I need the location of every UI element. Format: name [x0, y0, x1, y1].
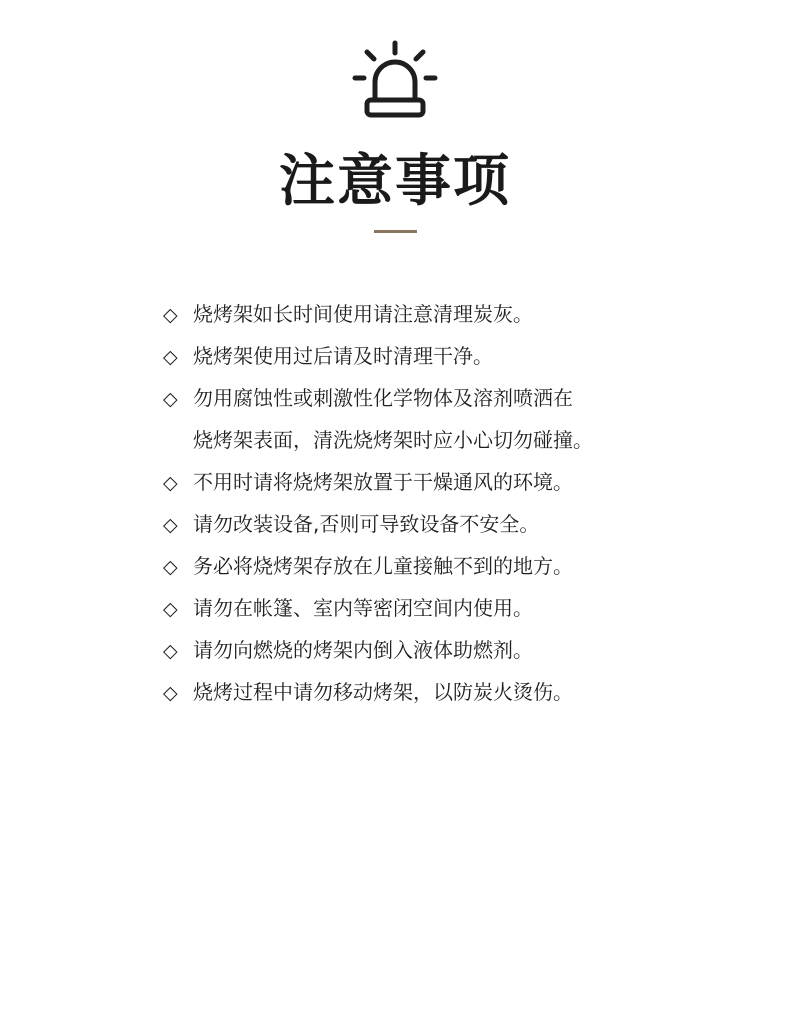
diamond-bullet-icon: ◇	[163, 514, 178, 536]
note-text: 请勿改装设备,否则可导致设备不安全。	[193, 512, 540, 536]
note-text: 不用时请将烧烤架放置于干燥通风的环境。	[193, 470, 573, 494]
list-item-continuation	[163, 426, 593, 454]
diamond-bullet-icon: ◇	[163, 472, 178, 494]
note-text: 勿用腐蚀性或刺激性化学物体及溶剂喷洒在	[193, 386, 573, 410]
list-item	[163, 594, 533, 623]
note-text: 请勿在帐篷、室内等密闭空间内使用。	[193, 596, 533, 620]
alarm-light-icon	[351, 40, 439, 120]
diamond-bullet-icon: ◇	[163, 346, 178, 368]
diamond-bullet-icon: ◇	[163, 598, 178, 620]
diamond-bullet-icon: ◇	[163, 556, 178, 578]
list-item	[163, 342, 493, 371]
list-item	[163, 636, 533, 665]
diamond-bullet-icon: ◇	[163, 388, 178, 410]
title-divider	[374, 230, 417, 233]
diamond-bullet-icon: ◇	[163, 304, 178, 326]
note-text: 烧烤架使用过后请及时清理干净。	[193, 344, 493, 368]
list-item	[163, 384, 573, 413]
list-item	[163, 300, 533, 329]
note-text: 请勿向燃烧的烤架内倒入液体助燃剂。	[193, 638, 533, 662]
list-item	[163, 678, 573, 707]
list-item	[163, 510, 539, 539]
note-text: 烧烤架表面，清洗烧烤架时应小心切勿碰撞。	[193, 428, 593, 452]
note-text: 务必将烧烤架存放在儿童接触不到的地方。	[193, 554, 573, 578]
list-item	[163, 468, 573, 497]
list-item	[163, 552, 573, 581]
note-text: 烧烤架如长时间使用请注意清理炭灰。	[193, 302, 533, 326]
diamond-bullet-icon: ◇	[163, 640, 178, 662]
note-text: 烧烤过程中请勿移动烤架，以防炭火烫伤。	[193, 680, 573, 704]
page-title: 注意事项	[279, 149, 511, 214]
diamond-bullet-icon: ◇	[163, 682, 178, 704]
